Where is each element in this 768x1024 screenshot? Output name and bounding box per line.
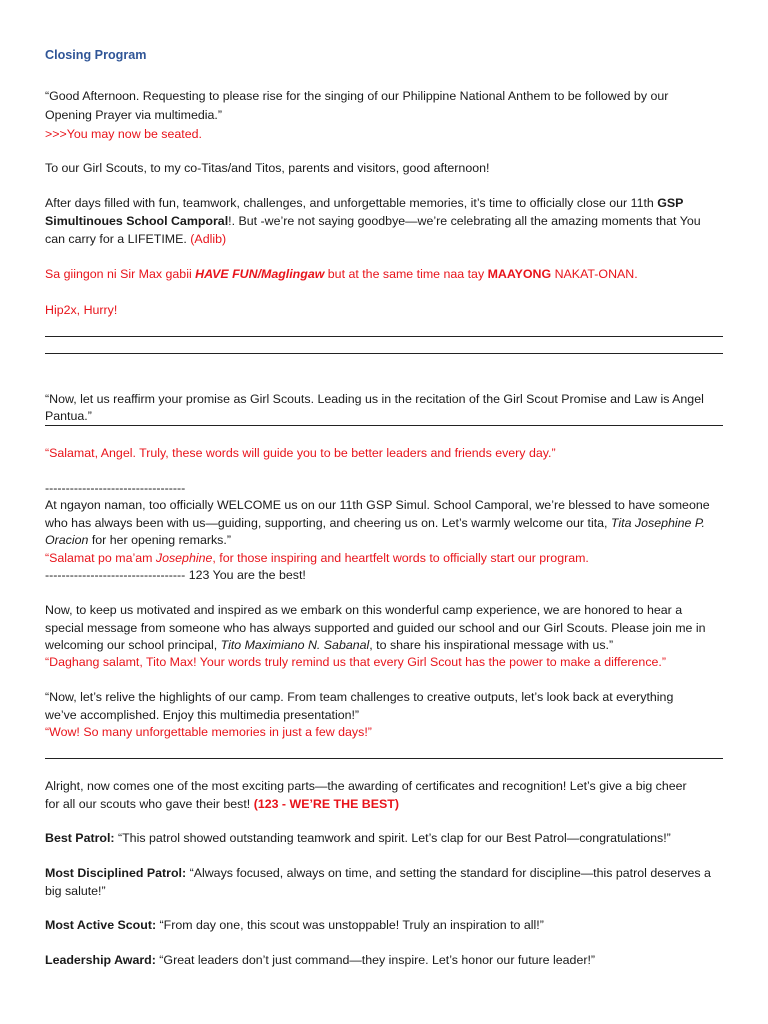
award-text: “From day one, this scout was unstoppable! Truly an inspiration to all!” — [156, 918, 544, 932]
divider — [45, 336, 723, 337]
text-segment: welcoming our school principal, — [45, 638, 221, 652]
promise-line-1: “Now, let us reaffirm your promise as Girl Scouts. Leading us in the recitation of the Girl Scout Promise and Law is Angel — [45, 392, 704, 406]
thanks-angel: “Salamat, Angel. Truly, these words will guide you to be better leaders and friends every day.” — [45, 446, 556, 460]
maayong-emphasis: MAAYONG — [487, 267, 552, 281]
welcome-line-3 — [45, 531, 725, 549]
thanks-josephine — [45, 549, 725, 567]
award-best-patrol — [45, 829, 725, 847]
divider — [45, 758, 723, 759]
award-text: “Great leaders don’t just command—they inspire. Let’s honor our future leader!” — [155, 953, 596, 967]
anthem-line-2: Opening Prayer via multimedia.” — [45, 108, 222, 122]
award-most-active — [45, 916, 725, 934]
gsp-bold: GSP — [657, 196, 684, 210]
award-label: Best Patrol: — [45, 831, 115, 845]
intro-text: After days filled with fun, teamwork, challenges, and unforgettable memories, it’s time to officially close our 11th — [45, 196, 658, 210]
dash-separator: ---------------------------------- — [45, 481, 186, 495]
text-segment: who has always been with us—guiding, supporting, and cheering us on. Let’s warmly welcome our tita, — [45, 516, 611, 530]
have-fun-line — [45, 265, 725, 283]
award-text: “Always focused, always on time, and setting the standard for discipline—this patrol deserves a — [186, 866, 711, 880]
text-segment: NAKAT-ONAN. — [551, 267, 638, 281]
page-title: Closing Program — [45, 48, 147, 62]
anthem-line-1: “Good Afternoon. Requesting to please rise for the singing of our Philippine National Anthem to be followed by our — [45, 89, 669, 103]
welcome-line-1: At ngayon naman, too officially WELCOME us on our 11th GSP Simul. School Camporal, we’re blessed to have someone — [45, 498, 710, 512]
divider — [45, 425, 723, 426]
award-label: Leadership Award: — [45, 953, 156, 967]
award-most-disciplined — [45, 864, 725, 882]
seated-cue: >>>You may now be seated. — [45, 127, 202, 141]
hurry-cue: Hip2x, Hurry! — [45, 303, 118, 317]
intro-line-3 — [45, 230, 725, 248]
camporal-bold: Simultinoues School Camporal — [45, 214, 229, 228]
award-label: Most Disciplined Patrol: — [45, 866, 187, 880]
award-most-disciplined-cont: big salute!” — [45, 884, 106, 898]
text-segment: for all our scouts who gave their best! — [45, 797, 254, 811]
tita-surname: Oracion — [45, 533, 89, 547]
text-segment: for her opening remarks.” — [88, 533, 231, 547]
tita-name: Tita Josephine P. — [610, 516, 705, 530]
promise-line-2: Pantua.” — [45, 409, 92, 423]
intro-line-1 — [45, 194, 725, 212]
awarding-line-2 — [45, 795, 725, 813]
awarding-line-1: Alright, now comes one of the most exciting parts—the awarding of certificates and recognition! Let’s give a big cheer — [45, 779, 687, 793]
principal-line-3 — [45, 636, 725, 654]
text-segment: , for those inspiring and heartfelt words to officially start our program. — [212, 551, 589, 565]
adlib-cue: (Adlib) — [190, 232, 227, 246]
have-fun-emphasis: HAVE FUN/Maglingaw — [195, 267, 325, 281]
cheer-cue: (123 - WE’RE THE BEST) — [253, 797, 399, 811]
cheer-line: ---------------------------------- 123 You are the best! — [45, 568, 306, 582]
text-segment: but at the same time naa tay — [324, 267, 488, 281]
memories-cue: “Wow! So many unforgettable memories in just a few days!” — [45, 725, 372, 739]
award-leadership — [45, 951, 725, 969]
greeting-paragraph: To our Girl Scouts, to my co-Titas/and Titos, parents and visitors, good afternoon! — [45, 161, 490, 175]
principal-line-1: Now, to keep us motivated and inspired as we embark on this wonderful camp experience, we are honored to hear a — [45, 603, 683, 617]
principal-name: Tito Maximiano N. Sabanal — [220, 638, 370, 652]
highlights-line-1: “Now, let’s relive the highlights of our camp. From team challenges to creative outputs, let’s look back at everything — [45, 690, 674, 704]
divider — [45, 353, 723, 354]
award-text: “This patrol showed outstanding teamwork and spirit. Let’s clap for our Best Patrol—congratulations!” — [114, 831, 671, 845]
welcome-line-2 — [45, 514, 725, 532]
text-segment: “Salamat po ma’am — [45, 551, 156, 565]
thanks-tito-max: “Daghang salamt, Tito Max! Your words truly remind us that every Girl Scout has the power to make a difference.” — [45, 655, 666, 669]
text-segment: Sa giingon ni Sir Max gabii — [45, 267, 196, 281]
josephine-name: Josephine — [155, 551, 213, 565]
intro-text: !. But -we’re not saying goodbye—we’re celebrating all the amazing moments that You — [228, 214, 701, 228]
intro-text: can carry for a LIFETIME. — [45, 232, 191, 246]
text-segment: , to share his inspirational message with us.” — [369, 638, 614, 652]
principal-line-2: special message from someone who has always supported and guided our school and our Girl Scouts. Please join me in — [45, 621, 706, 635]
intro-line-2 — [45, 212, 725, 230]
highlights-line-2: we’ve accomplished. Enjoy this multimedia presentation!” — [45, 708, 360, 722]
award-label: Most Active Scout: — [45, 918, 157, 932]
